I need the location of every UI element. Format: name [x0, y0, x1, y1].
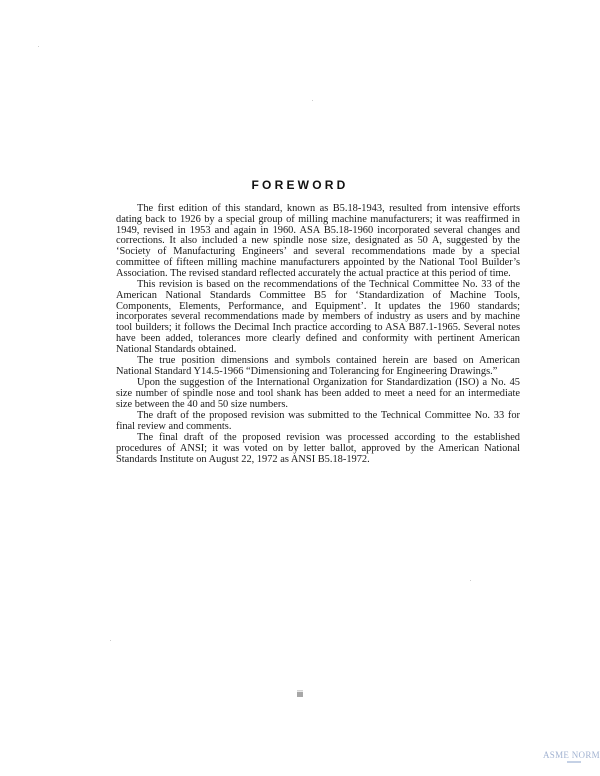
- page-heading: FOREWORD: [251, 178, 349, 192]
- watermark-underline: [567, 761, 581, 763]
- scan-speck: [38, 46, 39, 47]
- foreword-body: [116, 204, 520, 466]
- scan-speck: [470, 580, 471, 581]
- paragraph-true-position: The true position dimensions and symbols contained herein are based on American National Standard Y14.5-1966 “Dimensioning and Tolerancing for Engineering Drawings.”: [116, 355, 520, 377]
- scan-speck: [110, 640, 111, 641]
- watermark-logo: ASME NORM: [543, 750, 600, 760]
- page-number: iii: [297, 689, 303, 699]
- paragraph-final-approval: The final draft of the proposed revision was processed according to the established procedures of ANSI; it was voted on by letter ballot, approved by the American National Standards Institute on August 22, 1972 as ANSI B5.18-1972.: [116, 432, 520, 465]
- paragraph-history: The first edition of this standard, known as B5.18-1943, resulted from intensive efforts dating back to 1926 by a special group of milling machine manufacturers; it was reaffirmed in 1949, revised in 1953 and again in 1960. ASA B5.18-1960 incorporated several changes and corrections. It also included a new spindle nose size, designated as 50 A, suggested by the ‘Society of Manufacturing Engineers’ and several recommendations made by a special committee of fifteen milling machine manufacturers appointed by the National Tool Builder’s Association. The revised standard reflected accurately the actual practice at this period of time.: [116, 203, 520, 279]
- paragraph-revision-basis: This revision is based on the recommendations of the Technical Committee No. 33 of the American National Standards Committee B5 for ‘Standardization of Machine Tools, Components, Elements, Performance, and Equipment’. It updates the 1960 standards; incorporates several recommendations made by members of industry as users and by machine tool builders; it follows the Decimal Inch practice according to ASA B87.1-1965. Several notes have been added, tolerances more clearly defined and conformity with pertinent American National Standards obtained.: [116, 279, 520, 355]
- paragraph-draft-submitted: The draft of the proposed revision was submitted to the Technical Committee No. 33 for final review and comments.: [116, 410, 520, 432]
- paragraph-iso-suggestion: Upon the suggestion of the International Organization for Standardization (ISO) a No. 45 size number of spindle nose and tool shank has been added to meet a need for an intermediate size between the 40 and 50 size numbers.: [116, 377, 520, 410]
- scan-speck: [312, 100, 313, 101]
